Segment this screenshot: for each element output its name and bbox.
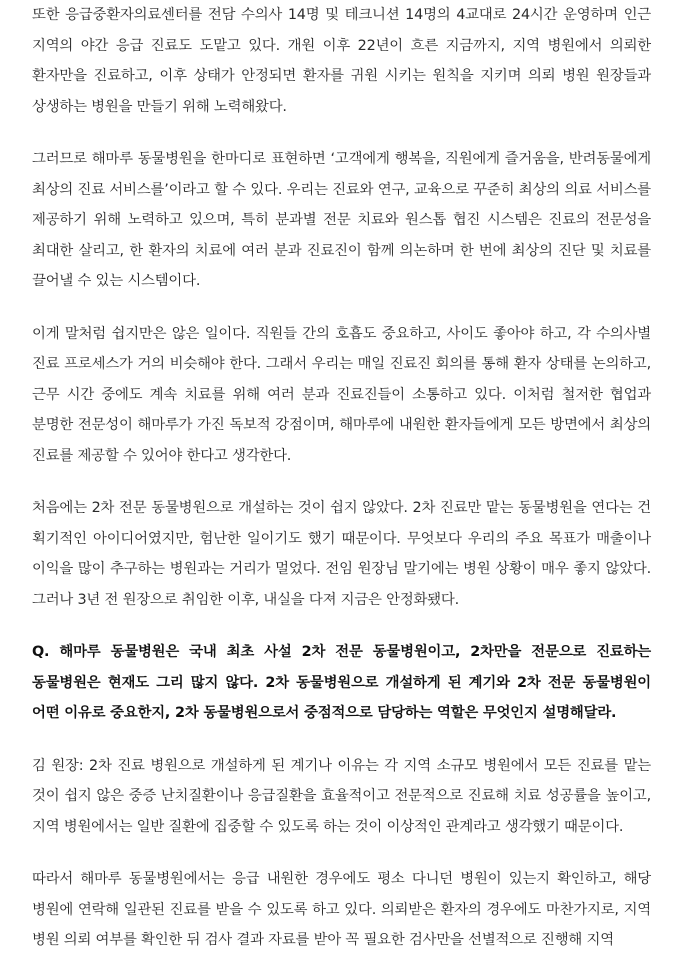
article-body — [32, 0, 651, 956]
article-paragraph: 이게 말처럼 쉽지만은 않은 일이다. 직원들 간의 호흡도 중요하고, 사이도 좋아야 하고, 각 수의사별 진료 프로세스가 거의 비슷해야 한다. 그래서 우리는 매일 진료진 회의를 통해 환자 상태를 논의하고, 근무 시간 중에도 계속 치료를 위해 여러 분과 진료진들이 소통하고 있다. 이처럼 철저한 협업과 분명한 전문성이 해마루가 가진 독보적 강점이며, 해마루에 내원한 환자들에게 모든 방면에서 최상의 진료를 제공할 수 있어야 한다고 생각한다. — [32, 325, 651, 464]
article-paragraph: 그러므로 해마루 동물병원을 한마디로 표현하면 ‘고객에게 행복을, 직원에게 즐거움을, 반려동물에게 최상의 진료 서비스를’이라고 할 수 있다. 우리는 진료와 연구, 교육으로 꾸준히 최상의 의료 서비스를 제공하기 위해 노력하고 있으며, 특히 분과별 전문 치료와 원스톱 협진 시스템은 진료의 전문성을 최대한 살리고, 한 환자의 치료에 여러 분과 진료진이 함께 의논하며 한 번에 최상의 진단 및 치료를 끌어낼 수 있는 시스템이다. — [32, 151, 651, 289]
article-paragraph: 따라서 해마루 동물병원에서는 응급 내원한 경우에도 평소 다니던 병원이 있는지 확인하고, 해당 병원에 연락해 일관된 진료를 받을 수 있도록 하고 있다. 의뢰받은 환자의 경우에도 마찬가지로, 지역 병원 의뢰 여부를 확인한 뒤 검사 결과 자료를 받아 꼭 필요한 검사만을 선별적으로 진행해 지역 — [32, 871, 651, 948]
article-paragraph: 또한 응급중환자의료센터를 전담 수의사 14명 및 테크니션 14명의 4교대로 24시간 운영하며 인근 지역의 야간 응급 진료도 도맡고 있다. 개원 이후 22년이 흐른 지금까지, 지역 병원에서 의뢰한 환자만을 진료하고, 이후 상태가 안정되면 환자를 귀원 시키는 원칙을 지키며 의뢰 병원 원장들과 상생하는 병원을 만들기 위해 노력해왔다. — [32, 7, 651, 115]
interview-question: Q. 해마루 동물병원은 국내 최초 사설 2차 전문 동물병원이고, 2차만을 전문으로 진료하는 동물병원은 현재도 그리 많지 않다. 2차 동물병원으로 개설하게 된 계기와 2차 전문 동물병원이 어떤 이유로 중요한지, 2차 동물병원으로서 중점적으로 담당하는 역할은 무엇인지 설명해달라. — [32, 644, 651, 721]
article-paragraph: 처음에는 2차 전문 동물병원으로 개설하는 것이 쉽지 않았다. 2차 진료만 맡는 동물병원을 연다는 건 획기적인 아이디어였지만, 험난한 일이기도 했기 때문이다. 무엇보다 우리의 주요 목표가 매출이나 이익을 많이 추구하는 병원과는 거리가 멀었다. 전임 원장님 말기에는 병원 상황이 매우 좋지 않았다. 그러나 3년 전 원장으로 취임한 이후, 내실을 다져 지금은 안정화됐다. — [32, 500, 651, 608]
interview-answer: 김 원장: 2차 진료 병원으로 개설하게 된 계기나 이유는 각 지역 소규모 병원에서 모든 진료를 맡는 것이 쉽지 않은 중증 난치질환이나 응급질환을 효율적이고 전문적으로 진료해 치료 성공률을 높이고, 지역 병원에서는 일반 질환에 집중할 수 있도록 하는 것이 이상적인 관계라고 생각했기 때문이다. — [32, 757, 651, 835]
